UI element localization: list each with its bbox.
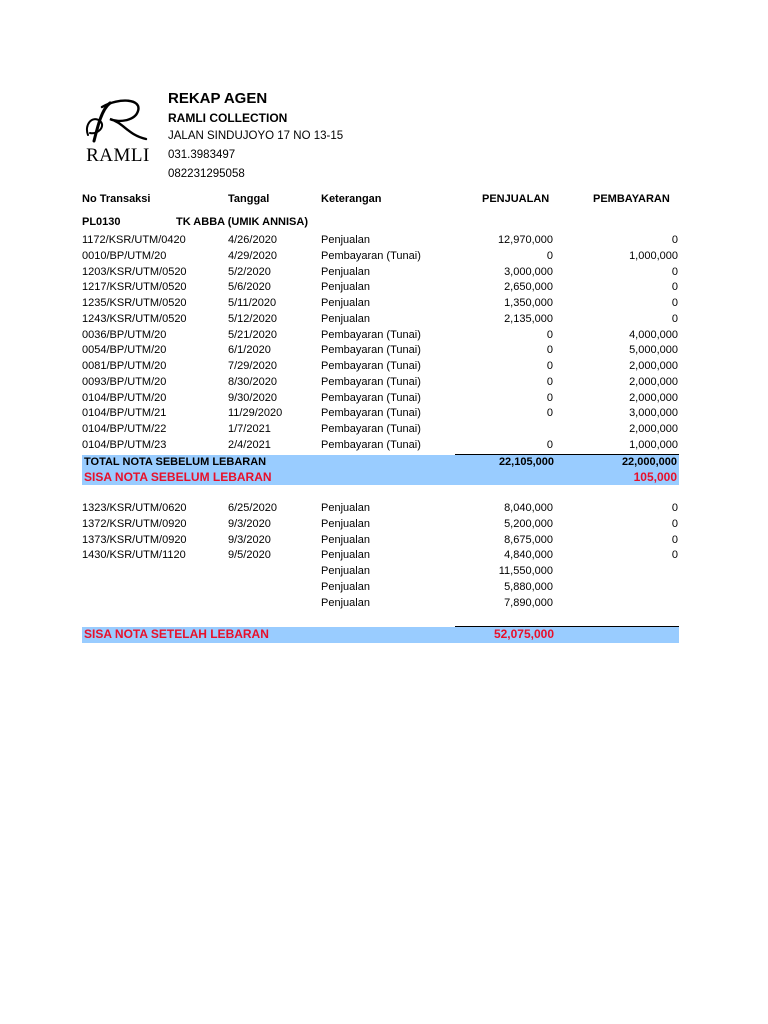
cell-pembayaran: 0 bbox=[671, 234, 678, 246]
cell-tanggal: 5/6/2020 bbox=[228, 281, 271, 294]
cell-tanggal: 5/11/2020 bbox=[228, 297, 277, 309]
cell-tanggal: 6/25/2020 bbox=[228, 502, 277, 514]
cell-tanggal: 6/1/2020 bbox=[228, 344, 271, 357]
total-before-label: TOTAL NOTA SEBELUM LEBARAN bbox=[84, 456, 267, 468]
col-header-tanggal: Tanggal bbox=[228, 193, 270, 205]
cell-penjualan: 5,200,000 bbox=[504, 517, 553, 530]
total-before-pembayaran: 22,000,000 bbox=[621, 456, 677, 468]
company-name: RAMLI COLLECTION bbox=[168, 111, 288, 125]
cell-keterangan: Penjualan bbox=[321, 502, 370, 514]
col-header-penjualan: PENJUALAN bbox=[482, 193, 550, 205]
cell-pembayaran: 0 bbox=[671, 549, 678, 562]
cell-penjualan: 11,550,000 bbox=[498, 565, 553, 577]
cell-pembayaran: 0 bbox=[671, 533, 678, 546]
cell-no-transaksi: 0104/BP/UTM/23 bbox=[82, 438, 167, 451]
cell-keterangan: Pembayaran (Tunai) bbox=[321, 344, 421, 357]
sisa-after-band bbox=[82, 627, 679, 643]
cell-no-transaksi: 0104/BP/UTM/21 bbox=[82, 407, 167, 420]
cell-penjualan: 0 bbox=[546, 360, 553, 372]
cell-pembayaran: 0 bbox=[671, 502, 678, 514]
table-row bbox=[82, 359, 678, 375]
cell-tanggal: 5/21/2020 bbox=[228, 328, 277, 341]
customer-name: TK ABBA (UMIK ANNISA) bbox=[176, 216, 308, 228]
total-before-penjualan: 22,105,000 bbox=[498, 456, 554, 468]
sisa-before-label: SISA NOTA SEBELUM LEBARAN bbox=[84, 470, 272, 484]
company-phone: 031.3983497 bbox=[168, 149, 236, 161]
cell-no-transaksi: 1235/KSR/UTM/0520 bbox=[82, 297, 187, 309]
company-address: JALAN SINDUJOYO 17 NO 13-15 bbox=[168, 130, 344, 142]
table-row bbox=[82, 548, 678, 564]
cell-penjualan: 5,880,000 bbox=[504, 580, 553, 593]
cell-no-transaksi: 1373/KSR/UTM/0920 bbox=[82, 533, 187, 546]
table-row bbox=[82, 391, 678, 407]
col-header-no-transaksi: No Transaksi bbox=[82, 193, 151, 205]
cell-pembayaran: 2,000,000 bbox=[629, 423, 678, 435]
cell-penjualan: 12,970,000 bbox=[497, 234, 553, 246]
cell-no-transaksi: 1323/KSR/UTM/0620 bbox=[82, 502, 187, 514]
cell-pembayaran: 3,000,000 bbox=[629, 407, 678, 420]
table-row bbox=[82, 438, 678, 454]
cell-no-transaksi: 0104/BP/UTM/22 bbox=[82, 423, 167, 435]
cell-keterangan: Pembayaran (Tunai) bbox=[321, 438, 421, 451]
cell-keterangan: Penjualan bbox=[321, 580, 370, 593]
cell-no-transaksi: 1172/KSR/UTM/0420 bbox=[82, 234, 186, 246]
cell-pembayaran: 1,000,000 bbox=[629, 249, 678, 262]
cell-penjualan: 0 bbox=[546, 375, 553, 388]
cell-no-transaksi: 1203/KSR/UTM/0520 bbox=[82, 265, 187, 278]
logo-wordmark: RAMLI bbox=[86, 145, 150, 166]
cell-tanggal: 9/5/2020 bbox=[228, 549, 271, 562]
ramli-logo bbox=[80, 95, 160, 165]
cell-keterangan: Penjualan bbox=[321, 549, 370, 562]
company-mobile: 082231295058 bbox=[168, 168, 245, 180]
cell-tanggal: 5/12/2020 bbox=[228, 312, 277, 325]
table-row bbox=[82, 564, 678, 580]
table-row bbox=[82, 328, 678, 344]
cell-pembayaran: 2,000,000 bbox=[629, 375, 678, 388]
table-row bbox=[82, 517, 678, 533]
cell-tanggal: 8/30/2020 bbox=[228, 375, 277, 388]
cell-no-transaksi: 1217/KSR/UTM/0520 bbox=[82, 281, 187, 294]
cell-tanggal: 9/3/2020 bbox=[228, 517, 271, 530]
cell-no-transaksi: 1430/KSR/UTM/1120 bbox=[82, 549, 186, 562]
cell-pembayaran: 1,000,000 bbox=[629, 438, 678, 451]
table-row bbox=[82, 533, 678, 549]
cell-tanggal: 11/29/2020 bbox=[228, 407, 283, 420]
total-band bbox=[82, 455, 679, 485]
cell-tanggal: 9/30/2020 bbox=[228, 391, 277, 404]
cell-tanggal: 5/2/2020 bbox=[228, 265, 271, 278]
cell-tanggal: 1/7/2021 bbox=[228, 423, 271, 435]
sisa-after-label: SISA NOTA SETELAH LEBARAN bbox=[84, 627, 269, 641]
cell-pembayaran: 0 bbox=[671, 297, 678, 309]
cell-penjualan: 0 bbox=[546, 407, 553, 420]
cell-keterangan: Pembayaran (Tunai) bbox=[321, 375, 421, 388]
cell-no-transaksi: 0081/BP/UTM/20 bbox=[82, 360, 167, 372]
cell-keterangan: Pembayaran (Tunai) bbox=[321, 360, 421, 372]
col-header-pembayaran: PEMBAYARAN bbox=[593, 193, 670, 205]
cell-penjualan: 0 bbox=[546, 328, 553, 341]
cell-no-transaksi: 1372/KSR/UTM/0920 bbox=[82, 517, 187, 530]
cell-no-transaksi: 1243/KSR/UTM/0520 bbox=[82, 312, 187, 325]
cell-penjualan: 2,135,000 bbox=[504, 312, 553, 325]
cell-pembayaran: 2,000,000 bbox=[629, 360, 678, 372]
cell-keterangan: Penjualan bbox=[321, 265, 370, 278]
cell-keterangan: Penjualan bbox=[321, 281, 370, 294]
customer-code: PL0130 bbox=[82, 216, 121, 228]
cell-tanggal: 4/26/2020 bbox=[228, 234, 277, 246]
cell-pembayaran: 0 bbox=[671, 312, 678, 325]
sisa-before-value: 105,000 bbox=[633, 470, 677, 484]
table-row bbox=[82, 265, 678, 281]
col-header-keterangan: Keterangan bbox=[321, 193, 382, 205]
ramli-monogram-icon bbox=[80, 95, 156, 145]
table-row bbox=[82, 580, 678, 596]
cell-no-transaksi: 0054/BP/UTM/20 bbox=[82, 344, 167, 357]
cell-penjualan: 4,840,000 bbox=[504, 549, 553, 562]
table-row bbox=[82, 422, 678, 438]
cell-keterangan: Penjualan bbox=[321, 596, 370, 609]
cell-penjualan: 1,350,000 bbox=[504, 297, 553, 309]
cell-tanggal: 7/29/2020 bbox=[228, 360, 277, 372]
cell-penjualan: 8,675,000 bbox=[504, 533, 553, 546]
cell-pembayaran: 0 bbox=[671, 265, 678, 278]
table-row bbox=[82, 280, 678, 296]
cell-no-transaksi: 0010/BP/UTM/20 bbox=[82, 249, 167, 262]
cell-penjualan: 0 bbox=[546, 344, 553, 357]
cell-penjualan: 0 bbox=[546, 249, 553, 262]
table-row bbox=[82, 233, 678, 249]
cell-keterangan: Penjualan bbox=[321, 234, 370, 246]
cell-no-transaksi: 0036/BP/UTM/20 bbox=[82, 328, 167, 341]
cell-penjualan: 7,890,000 bbox=[504, 596, 553, 609]
cell-pembayaran: 4,000,000 bbox=[629, 328, 678, 341]
cell-pembayaran: 0 bbox=[671, 517, 678, 530]
table-row bbox=[82, 375, 678, 391]
table-row bbox=[82, 596, 678, 612]
cell-tanggal: 4/29/2020 bbox=[228, 249, 277, 262]
cell-penjualan: 0 bbox=[546, 438, 553, 451]
cell-penjualan: 8,040,000 bbox=[504, 502, 553, 514]
cell-penjualan: 3,000,000 bbox=[504, 265, 553, 278]
cell-keterangan: Penjualan bbox=[321, 565, 370, 577]
cell-pembayaran: 5,000,000 bbox=[629, 344, 678, 357]
cell-pembayaran: 0 bbox=[671, 281, 678, 294]
cell-keterangan: Pembayaran (Tunai) bbox=[321, 423, 421, 435]
table-row bbox=[82, 406, 678, 422]
cell-tanggal: 2/4/2021 bbox=[228, 438, 271, 451]
table-row bbox=[82, 296, 678, 312]
cell-keterangan: Penjualan bbox=[321, 533, 370, 546]
cell-keterangan: Pembayaran (Tunai) bbox=[321, 391, 421, 404]
cell-penjualan: 0 bbox=[546, 391, 553, 404]
cell-keterangan: Penjualan bbox=[321, 297, 370, 309]
table-row bbox=[82, 249, 678, 265]
table-row bbox=[82, 312, 678, 328]
cell-keterangan: Pembayaran (Tunai) bbox=[321, 328, 421, 341]
cell-penjualan: 2,650,000 bbox=[504, 281, 553, 294]
cell-keterangan: Penjualan bbox=[321, 517, 370, 530]
cell-keterangan: Pembayaran (Tunai) bbox=[321, 407, 421, 420]
cell-pembayaran: 2,000,000 bbox=[629, 391, 678, 404]
cell-no-transaksi: 0104/BP/UTM/20 bbox=[82, 391, 167, 404]
cell-tanggal: 9/3/2020 bbox=[228, 533, 271, 546]
table-row bbox=[82, 343, 678, 359]
cell-no-transaksi: 0093/BP/UTM/20 bbox=[82, 375, 167, 388]
cell-keterangan: Pembayaran (Tunai) bbox=[321, 249, 421, 262]
cell-keterangan: Penjualan bbox=[321, 312, 370, 325]
sisa-after-value: 52,075,000 bbox=[493, 627, 554, 641]
report-title: REKAP AGEN bbox=[168, 90, 268, 107]
table-row bbox=[82, 501, 678, 517]
